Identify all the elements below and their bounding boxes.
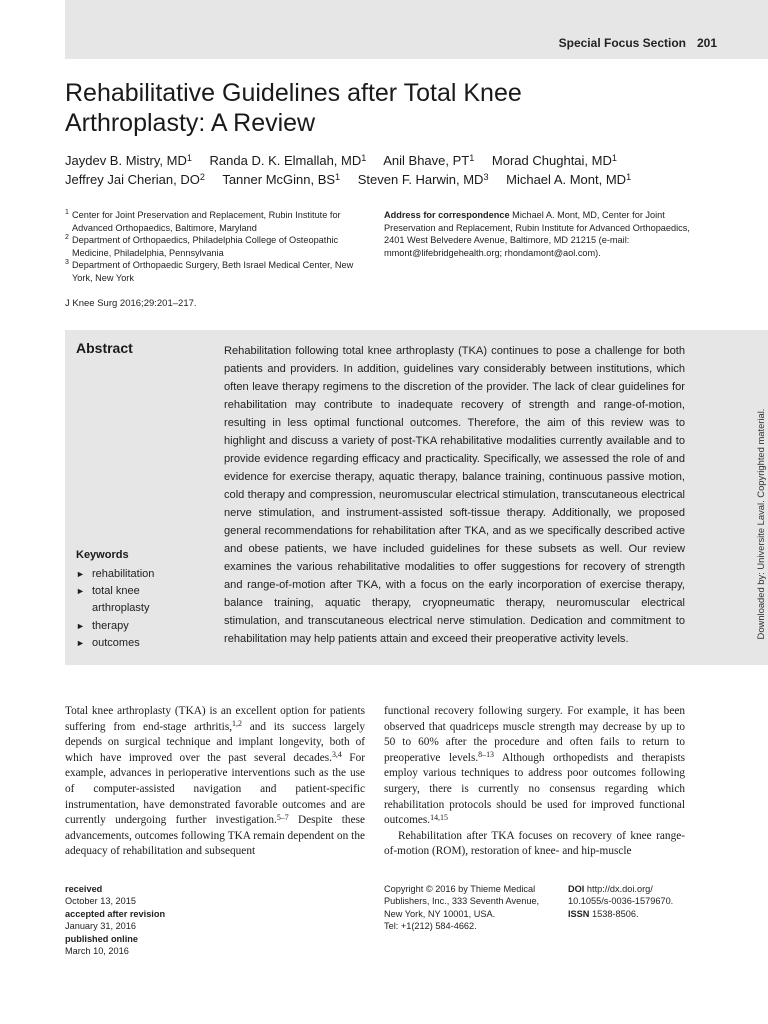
author: Michael A. Mont, $MD^1$ bbox=[506, 171, 632, 187]
author: Randa D. K. Elmallah, $MD^1$ bbox=[209, 152, 367, 168]
article-history: received October 13, 2015 accepted after revision January 31, 2016 published online March 10, 2016 bbox=[65, 884, 166, 957]
affiliation: 3 Department of Orthopaedic Surgery, Beth Israel Medical Center, New York, New York bbox=[65, 259, 354, 283]
body-paragraph: Total knee arthroplasty (TKA) is an excellent option for patients suffering from end-stage arthritis,$^{1,2}$ and its success largely depends on surgical technique and implant longevity, both of which have improved over the past several decades.$^{3,4}$ For example, advances in perioperative interventions such as the use of computer-assisted navigation and patient-specific instrumentation, have demonstrated favorable outcomes and are currently undergoing further investigation.$^{5-7}$ Despite these advancements, outcomes following TKA remain dependent on the adequacy of rehabilitation and subsequent bbox=[65, 705, 365, 858]
body-paragraph: functional recovery following surgery. For example, it has been observed that quadriceps muscle strength may decrease by up to 50 to 60% after the procedure and often fails to return to preoperative levels.$^{8-13}$ Although orthopedists and therapists employ various techniques to address poor outcomes following surgery, there is currently no consensus regarding which rehabilitation protocols should be used for improved functional outcomes.$^{14,15}$ bbox=[384, 705, 686, 827]
keyword-item: ► total knee arthroplasty bbox=[76, 585, 150, 615]
author: Jaydev B. Mistry, $MD^1$ bbox=[65, 152, 192, 168]
keyword-item: ► outcomes bbox=[76, 635, 186, 652]
doi-value[interactable]: 10.1055/s-0036-1579670. bbox=[568, 896, 674, 907]
affiliations bbox=[65, 209, 370, 285]
author: Morad Chughtai, $MD^1$ bbox=[491, 152, 617, 168]
journal-citation: J Knee Surg 2016;29:201–217. bbox=[65, 298, 197, 309]
affiliation: 2 Department of Orthopaedics, Philadelphia College of Osteopathic Medicine, Philadelphia, Pennsylvania bbox=[65, 234, 339, 258]
author: Anil Bhave, $PT^1$ bbox=[383, 152, 475, 168]
reference-marker: 14,15 bbox=[430, 812, 448, 822]
abstract-heading: Abstract bbox=[76, 340, 133, 356]
author: Tanner McGinn, $BS^1$ bbox=[222, 171, 341, 187]
correspondence bbox=[384, 209, 704, 259]
reference-marker: 1,2 bbox=[232, 719, 242, 729]
header-band bbox=[65, 0, 768, 59]
keywords-list bbox=[76, 566, 186, 652]
doi-issn: DOI http://dx.doi.org/ 10.1055/s-0036-1579670. ISSN 1538-8506. bbox=[568, 883, 718, 920]
author-list bbox=[65, 151, 715, 189]
section-label: Special Focus Section bbox=[558, 36, 686, 50]
article-title: Rehabilitative Guidelines after Total Knee Arthroplasty: A Review bbox=[65, 79, 522, 137]
body-paragraph: Rehabilitation after TKA focuses on recovery of knee range-of-motion (ROM), restoration of knee- and hip-muscle bbox=[384, 829, 685, 858]
arrow-icon: ► bbox=[76, 620, 85, 631]
doi-link[interactable]: http://dx.doi.org/ bbox=[586, 884, 653, 894]
keywords-heading: Keywords bbox=[76, 549, 129, 561]
reference-marker: 8–13 bbox=[478, 750, 494, 760]
arrow-icon: ► bbox=[76, 637, 85, 648]
abstract-text: Rehabilitation following total knee arthroplasty (TKA) continues to pose a challenge for both patients and providers. In addition, guidelines vary considerably between institutions, which often leave therapy regimens to the discretion of the provider. The lack of clear guidelines for rehabilitation may contribute to inadequate recovery of strength and range-of-motion, resulting in less optimal functional outcomes. Therefore, the aim of this review was to highlight and discuss a variety of post-TKA rehabilitative modalities currently available and to provide evidence regarding efficacy and practicality. Specifically, we assessed the role of and evidence for exercise therapy, aquatic therapy, balance training, continuous passive motion, cold therapy and compression, neuromuscular electrical stimulation, transcutaneous electrical nerve stimulation, and instrument-assisted soft-tissue therapy. Additionally, we proposed general recommendations for rehabilitation after TKA, and as we specifically described active and obese patients, we have included guidelines for these subsets as well. Our review examines the various rehabilitative modalities to offer suggestions for recovery of strength and range-of-motion after TKA, with a focus on the early incorporation of exercise therapy, balance training, aquatic therapy, cryopneumatic therapy, neuromuscular electrical stimulation, and transcutaneous electrical nerve stimulation. Dedication and commitment to rehabilitation may help patients attain and exceed their preoperative activity levels. bbox=[224, 345, 685, 645]
arrow-icon: ► bbox=[76, 586, 85, 597]
author: Steven F. Harwin, $MD^3$ bbox=[357, 171, 489, 187]
reference-marker: 5–7 bbox=[276, 812, 289, 822]
reference-marker: 3,4 bbox=[331, 750, 342, 760]
doi-label: DOI bbox=[568, 884, 585, 894]
side-note-wrapper bbox=[752, 384, 768, 664]
body-column-1 bbox=[65, 704, 365, 860]
arrow-icon: ► bbox=[76, 569, 85, 579]
download-watermark: Downloaded by: Universite Laval. Copyrighted material. bbox=[755, 408, 766, 640]
affiliation: 1 Center for Joint Preservation and Replacement, Rubin Institute for Advanced Orthopaedics, Baltimore, Maryland bbox=[65, 209, 341, 233]
keyword-item: ► rehabilitation bbox=[76, 566, 186, 583]
correspondence-label: Address for correspondence bbox=[384, 210, 510, 220]
author: Jeffrey Jai Cherian, $DO^2$ bbox=[65, 171, 205, 187]
correspondence-text: Michael A. Mont, MD, Center for Joint Preservation and Replacement, Rubin Institute for Advanced Orthopaedics, 2401 West Belvedere Avenue, Baltimore, MD 21215 (e-mail: mmont@lifebridgehealth.org; rhondamont@aol.com). bbox=[384, 210, 690, 258]
copyright-notice: Copyright © 2016 by Thieme Medical Publishers, Inc., 333 Seventh Avenue, New York, NY 10001, USA. Tel: +1(212) 584-4662. bbox=[384, 884, 540, 932]
page-number: 201 bbox=[696, 36, 717, 50]
body-column-2 bbox=[384, 704, 685, 860]
keyword-item: ► therapy bbox=[76, 618, 186, 635]
